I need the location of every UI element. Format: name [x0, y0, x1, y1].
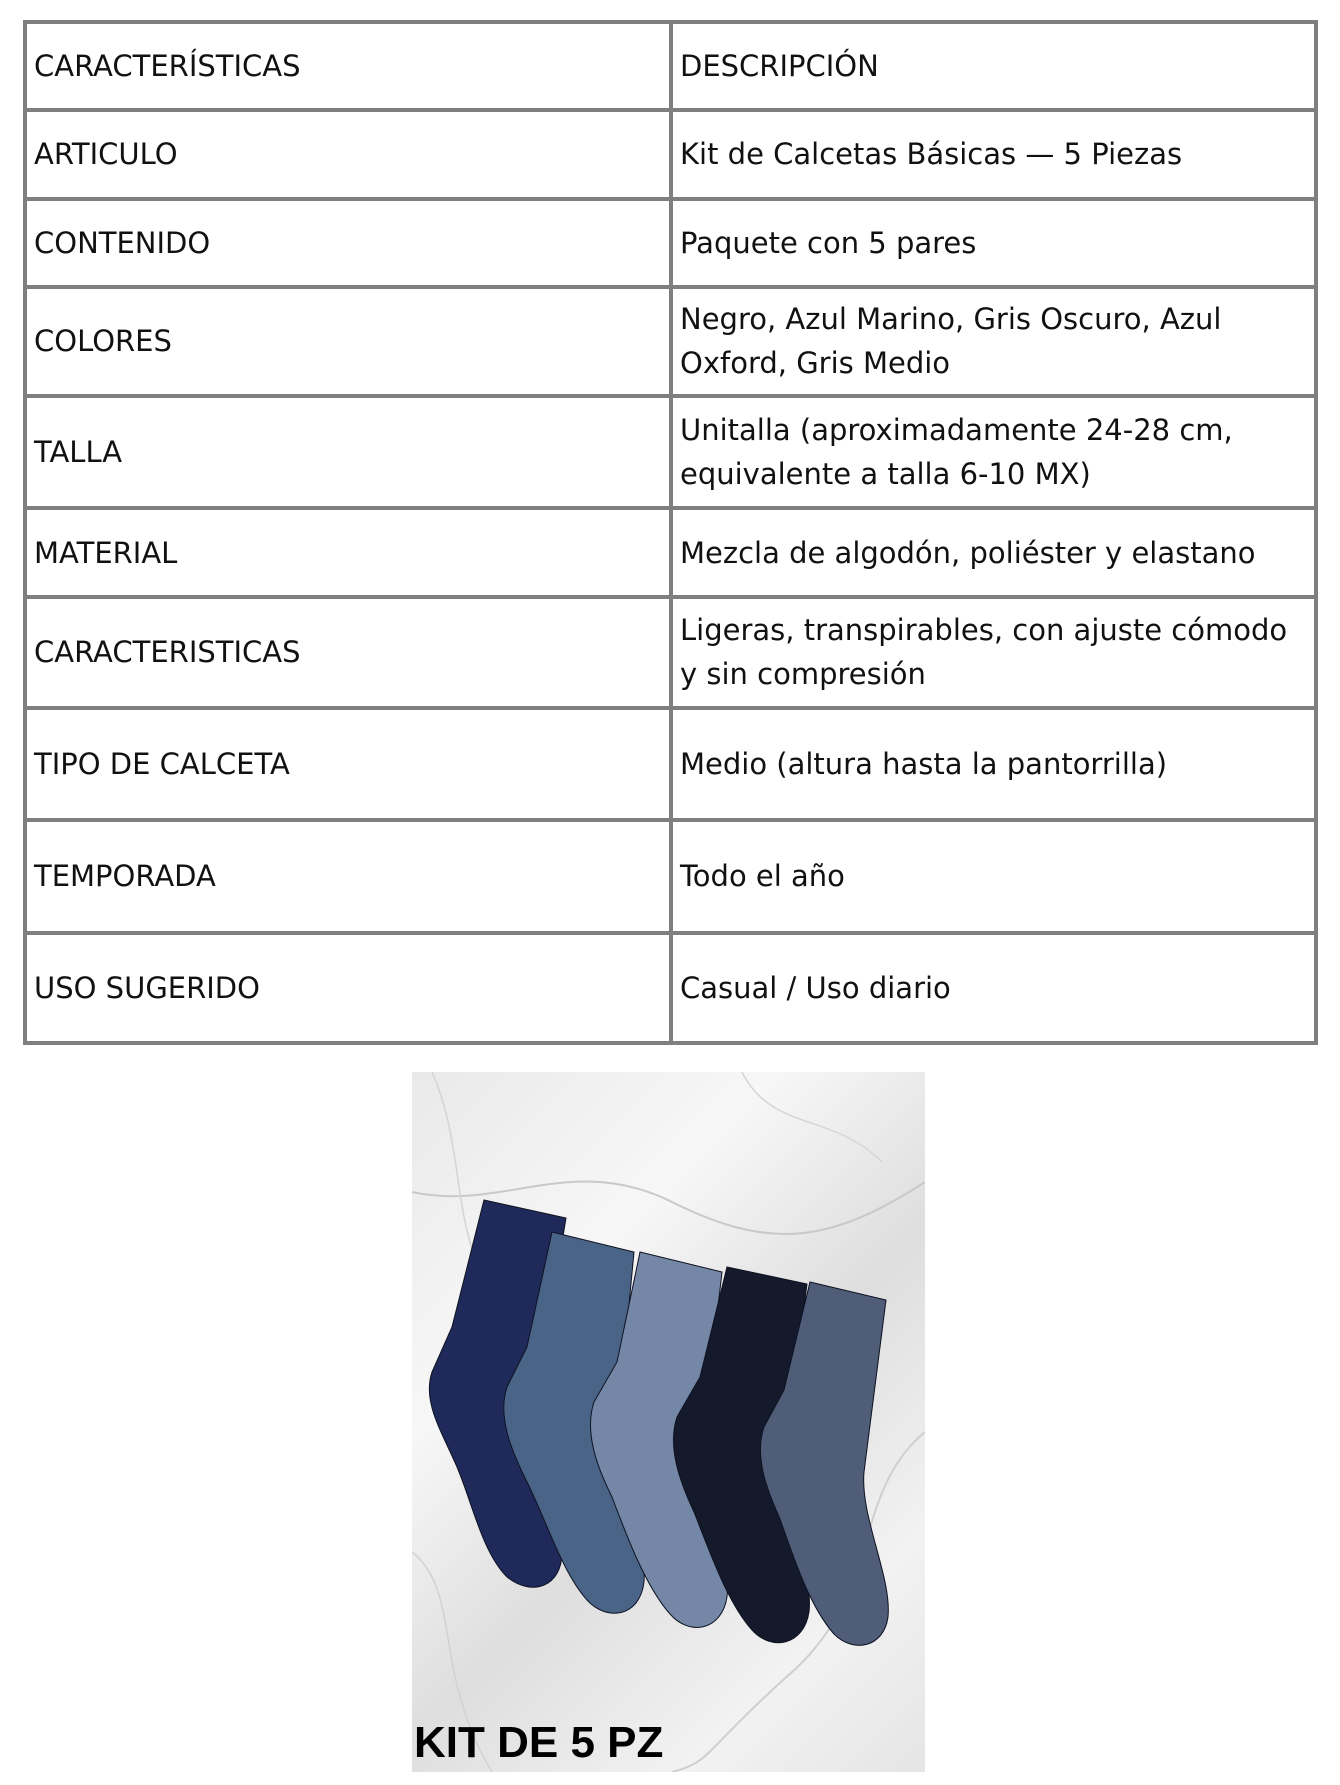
- marble-vein: [742, 1072, 882, 1162]
- table-header-row: [25, 22, 1316, 110]
- row-value: Mezcla de algodón, poliéster y elastano: [671, 508, 1316, 596]
- row-label: TALLA: [25, 396, 671, 508]
- row-value: Paquete con 5 pares: [671, 199, 1316, 287]
- row-value: Medio (altura hasta la pantorrilla): [671, 708, 1316, 820]
- photo-caption: KIT DE 5 PZ: [414, 1718, 664, 1767]
- table-row: [25, 933, 1316, 1043]
- row-label: ARTICULO: [25, 110, 671, 198]
- socks-illustration: [412, 1072, 925, 1772]
- row-label: CARACTERISTICAS: [25, 597, 671, 708]
- header-characteristics: CARACTERÍSTICAS: [25, 22, 671, 110]
- product-photo: [412, 1072, 925, 1772]
- table-row: [25, 199, 1316, 287]
- row-label: TIPO DE CALCETA: [25, 708, 671, 820]
- table-row: [25, 597, 1316, 708]
- row-label: COLORES: [25, 287, 671, 396]
- row-label: USO SUGERIDO: [25, 933, 671, 1043]
- table-row: [25, 110, 1316, 198]
- row-value: Casual / Uso diario: [671, 933, 1316, 1043]
- table-row: [25, 396, 1316, 508]
- row-value: Ligeras, transpirables, con ajuste cómodo y sin compresión: [671, 597, 1316, 708]
- table-row: [25, 708, 1316, 820]
- row-value: Kit de Calcetas Básicas — 5 Piezas: [671, 110, 1316, 198]
- row-value: Todo el año: [671, 820, 1316, 932]
- row-label: TEMPORADA: [25, 820, 671, 932]
- table-row: [25, 508, 1316, 596]
- row-value: Negro, Azul Marino, Gris Oscuro, Azul Oxford, Gris Medio: [671, 287, 1316, 396]
- spec-table: [23, 20, 1318, 1045]
- row-label: CONTENIDO: [25, 199, 671, 287]
- header-description: DESCRIPCIÓN: [671, 22, 1316, 110]
- row-label: MATERIAL: [25, 508, 671, 596]
- table-row: [25, 287, 1316, 396]
- table-row: [25, 820, 1316, 932]
- row-value: Unitalla (aproximadamente 24-28 cm, equivalente a talla 6-10 MX): [671, 396, 1316, 508]
